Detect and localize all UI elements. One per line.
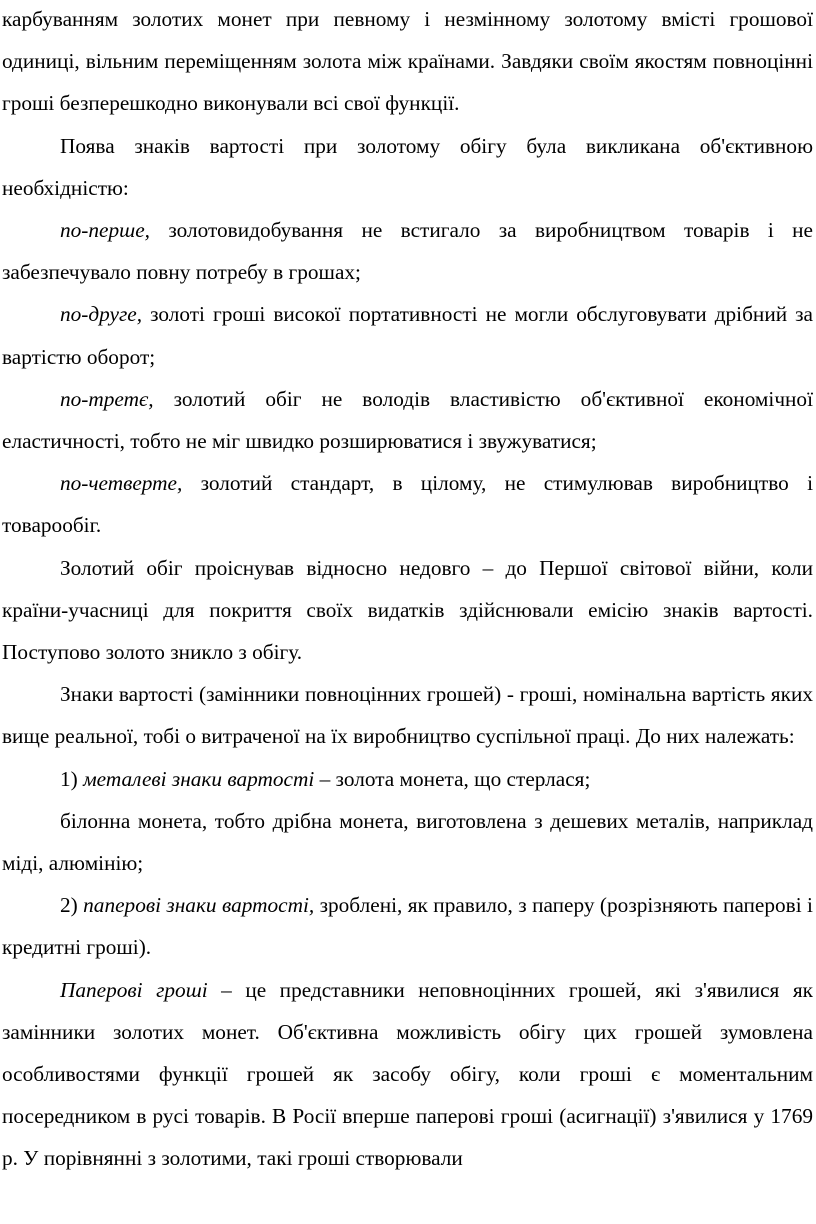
emphasized-text: Паперові гроші (60, 977, 208, 1002)
text-run: Поява знаків вартості при золотому обігу була викликана об'єктивною необхідністю: (2, 133, 813, 200)
text-run: Золотий обіг проіснував відносно недовго – до Першої світової війни, коли країни-учасниці для покриття своїх видатків здійснювали емісію знаків вартості. Поступово золото зникло з обігу. (2, 555, 813, 665)
paragraph (2, 462, 813, 546)
paragraph (2, 378, 813, 462)
paragraph (2, 293, 813, 377)
text-run: 2) (60, 893, 84, 918)
text-run: Знаки вартості (замінники повноцінних грошей) - гроші, номінальна вартість яких вище реальної, тобі о витраченої на їх виробництво суспільної праці. До них належать: (2, 682, 813, 749)
emphasized-text: по-четверте, (60, 471, 183, 496)
text-run: карбуванням золотих монет при певному і незмінному золотому вмісті грошової одиниці, вільним переміщенням золота між країнами. Завдяки своїм якостям повноцінні гроші безперешкодно виконували всі свої функції. (2, 7, 813, 116)
text-run: – золота монета, що стерлася; (314, 766, 591, 791)
text-run: золотий обіг не володів властивістю об'єктивної економічної еластичності, тобто не міг швидко розширюватися і звужуватися; (2, 386, 813, 454)
emphasized-text: по-перше, (60, 218, 150, 243)
text-run: білонна монета, тобто дрібна монета, виготовлена з дешевих металів, наприклад міді, алюмінію; (2, 808, 813, 876)
text-run: 1) (60, 766, 84, 791)
paragraph (2, 547, 813, 674)
emphasized-text: металеві знаки вартості (83, 766, 315, 791)
emphasized-text: по-третє, (60, 386, 154, 411)
paragraph (2, 800, 813, 884)
text-run: золотий стандарт, в цілому, не стимулював виробництво і товарообіг. (2, 471, 813, 538)
paragraph (2, 758, 813, 800)
text-run: – це представники неповноцінних грошей, які з'явилися як замінники золотих монет. Об'єктивна можливість обігу цих грошей зумовлена особливостями функції грошей як засобу обігу, коли гроші є моментальним посередником в русі товарів. В Росії вперше паперові гроші (асигнації) з'явилися у 1769 р. У порівнянні з золотими, такі гроші створювали (2, 977, 813, 1171)
paragraph (2, 673, 813, 757)
paragraph (2, 209, 813, 293)
paragraph (2, 125, 813, 209)
text-run: зроблені, як правило, з паперу (розрізняють паперові і кредитні гроші). (2, 893, 813, 960)
paragraph (2, 0, 813, 125)
emphasized-text: паперові знаки вартості, (83, 893, 315, 918)
emphasized-text: по-друге, (60, 302, 143, 327)
text-run: золоті гроші високої портативності не могли обслуговувати дрібний за вартістю оборот; (2, 302, 813, 369)
text-run: золотовидобування не встигало за виробництвом товарів і не забезпечувало повну потребу в грошах; (2, 218, 813, 285)
paragraph (2, 884, 813, 968)
paragraph (2, 969, 813, 1180)
